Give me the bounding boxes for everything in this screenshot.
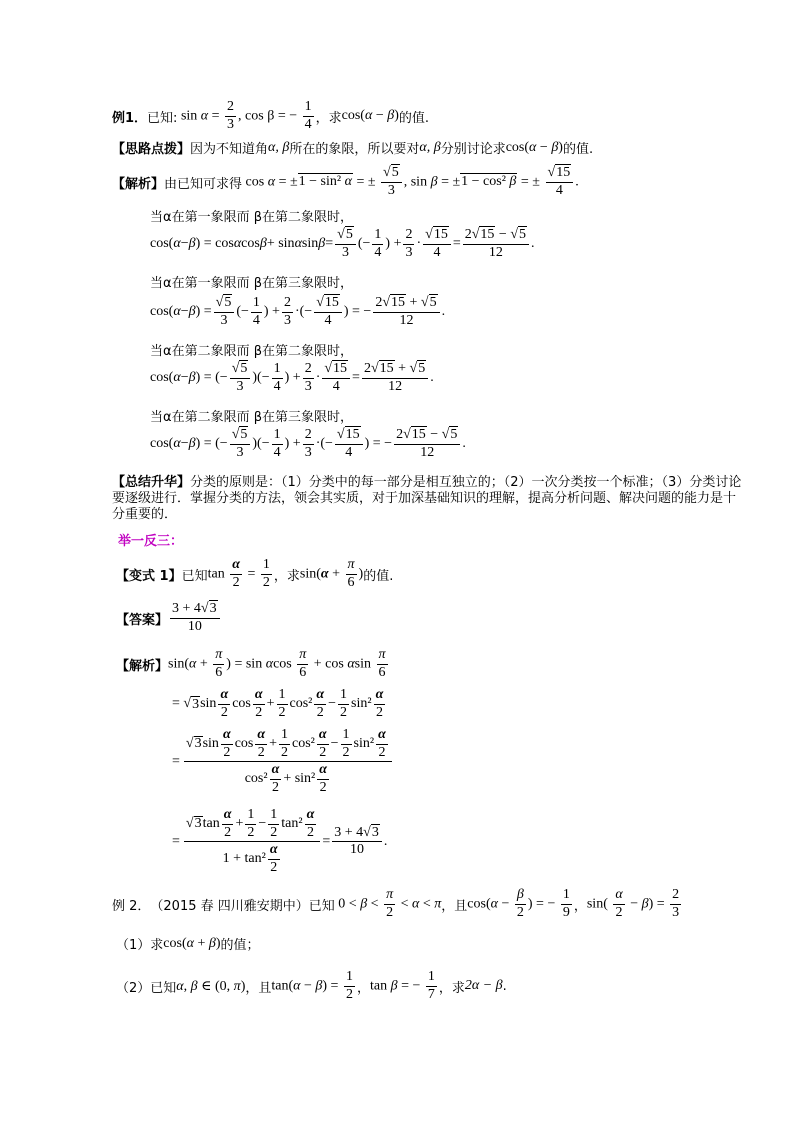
answer-line <box>116 602 222 634</box>
variant-tag: 【变式 1】 <box>116 568 182 584</box>
case-3-text: 当α在第二象限而 β在第二象限时， <box>150 344 353 359</box>
example-1-ask: ，求 <box>315 110 342 126</box>
example-1-known: 已知: <box>147 110 178 126</box>
solution-intro-line <box>112 166 579 198</box>
question-2-ask: ，求 <box>438 980 465 996</box>
math: tan $\frac{\alpha}{2}$ = $\frac{1}{2}$ <box>207 557 270 590</box>
question-2-comma: ， <box>356 980 370 996</box>
math: cos(α + β) <box>163 935 221 951</box>
variant-1-line <box>116 558 393 590</box>
variant-solution-line-1 <box>116 648 390 680</box>
question-1-line <box>116 934 260 953</box>
summary-tag: 【总结升华】 <box>112 475 191 490</box>
variant-solution-line-3: = √ 3 sin α 2 cos α 2 + 1 2 cos² α 2 − 1 2 sin² α 2 cos² α 2 + sin² α 2 <box>172 728 394 796</box>
math: α, β ∈ (0, π) <box>176 978 246 994</box>
math: tan(α − β) = $\frac{1}{2}$ <box>271 969 353 1002</box>
math: sin(α + $\frac{\pi}{6}$ ) = sin αcos $\frac{\pi}{6}$ + cos αsin $\frac{\pi}{6}$ <box>168 647 386 680</box>
math: sin( $\frac{\alpha}{2}$ − β) = $\frac{2}{3}$ <box>586 887 680 920</box>
variant-solution-tag: 【解析】 <box>116 658 169 674</box>
question-2-label: （2） <box>116 980 151 996</box>
variant-value: 的值. <box>363 568 394 584</box>
practice-title: 举一反三： <box>118 534 184 549</box>
math: α, β <box>419 139 441 155</box>
case-4-equation: cos( α − β ) = (− √5 3 )(− 1 4 ) + 2 3 ·(− √15 4 ) = − 2√15 − √5 12 . <box>150 427 466 460</box>
case-2-equation: cos( α − β ) = √5 3 (− 1 4 ) + 2 3 ·(− √15 4 ) = − 2√15 + √5 12 . <box>150 295 446 328</box>
variant-ask: ，求 <box>273 568 300 584</box>
solution-intro: 由已知可求得 <box>164 176 243 192</box>
math: sin α = $\frac{2}{3}$ , cos β = − $\frac{1}{4}$ <box>177 99 312 132</box>
example-1-value: 的值. <box>398 110 430 126</box>
case-3-equation: cos( α − β ) = (− √5 3 )(− 1 4 ) + 2 3 · √15 4 = 2√15 + √5 12 . <box>150 361 434 394</box>
tip-line <box>112 138 593 157</box>
question-1-text: 求 <box>150 938 164 953</box>
example-2-and: ，且 <box>441 898 468 914</box>
summary-paragraph <box>112 475 742 523</box>
question-2-target: 2α − β <box>464 978 503 994</box>
case-4-text: 当α在第二象限而 β在第三象限时， <box>150 410 353 425</box>
example-2-text: 已知 <box>308 898 335 914</box>
question-1-label: （1） <box>116 938 151 953</box>
solution-tag: 【解析】 <box>112 176 165 192</box>
tip-text: 因为不知道角 <box>190 142 269 157</box>
answer-tag: 【答案】 <box>116 612 169 628</box>
math: 0 < β < $\frac{\pi}{2}$ < α < π <box>334 887 442 920</box>
case-2-text: 当α在第一象限而 β在第三象限时， <box>150 276 353 291</box>
example-1-label: 例1． <box>112 110 148 126</box>
math: cos(α − β) <box>341 108 399 124</box>
question-2-end: . <box>502 978 507 994</box>
example-2-source: （2015 春 四川雅安期中） <box>150 898 309 914</box>
tip-text: 分别讨论求 <box>440 142 506 157</box>
variant-text: 已知 <box>181 568 208 584</box>
math: cos(α − $\frac{\beta}{2}$ ) = − $\frac{1}{9}$ <box>467 887 570 920</box>
question-1-value: 的值； <box>220 938 260 953</box>
case-1-text: 当α在第一象限而 β在第二象限时， <box>150 210 353 225</box>
math: cos α = ±1 − sin² α = ± $\frac{√5}{3}$ , sin β = ±1 − cos² β = ± $\frac{√15}{4}$ . <box>242 165 579 198</box>
example-2-line <box>112 888 683 920</box>
answer-math: $\frac{3 + 4√3}{10}$ <box>168 602 222 634</box>
math: tan β = − $\frac{1}{7}$ <box>369 969 435 1002</box>
tip-tag: 【思路点拨】 <box>112 142 191 157</box>
variant-solution-line-4: = √ 3 tan α 2 + 1 2 − 1 2 tan² α 2 1 + tan² α 2 = 3 + 4√3 10 . <box>172 807 388 876</box>
question-2-and: ，且 <box>245 980 272 996</box>
example-2-label: 例 2． <box>112 898 151 914</box>
example-1-line <box>112 100 429 132</box>
tip-text: 的值. <box>562 142 594 157</box>
example-2-comma: ， <box>573 898 587 914</box>
math: sin(α + $\frac{\pi}{6}$ ) <box>299 557 364 590</box>
summary-text: 分类的原则是：（1）分类中的每一部分是相互独立的；（2）一次分类按一个标准；（3）分类讨论要逐级进行．掌握分类的方法，领会其实质，对于加深基础知识的理解，提高分析问题、解决问题的能力是十分重要的． <box>112 475 742 522</box>
math: α, β <box>268 139 290 155</box>
tip-text: 所在的象限，所以要对 <box>289 142 420 157</box>
variant-solution-line-2: = √ 3 sin α 2 cos α 2 + 1 2 cos² α 2 − 1 2 sin² α 2 <box>172 687 384 720</box>
case-1-equation: cos( α − β ) = cos α cos β + sin α sin β = √5 3 (− 1 4 ) + 2 3 · √15 4 = 2√15 − √5 12 . <box>150 227 535 260</box>
question-2-text: 已知 <box>150 980 177 996</box>
math: cos(α − β) <box>505 139 563 155</box>
question-2-line <box>116 970 507 1002</box>
